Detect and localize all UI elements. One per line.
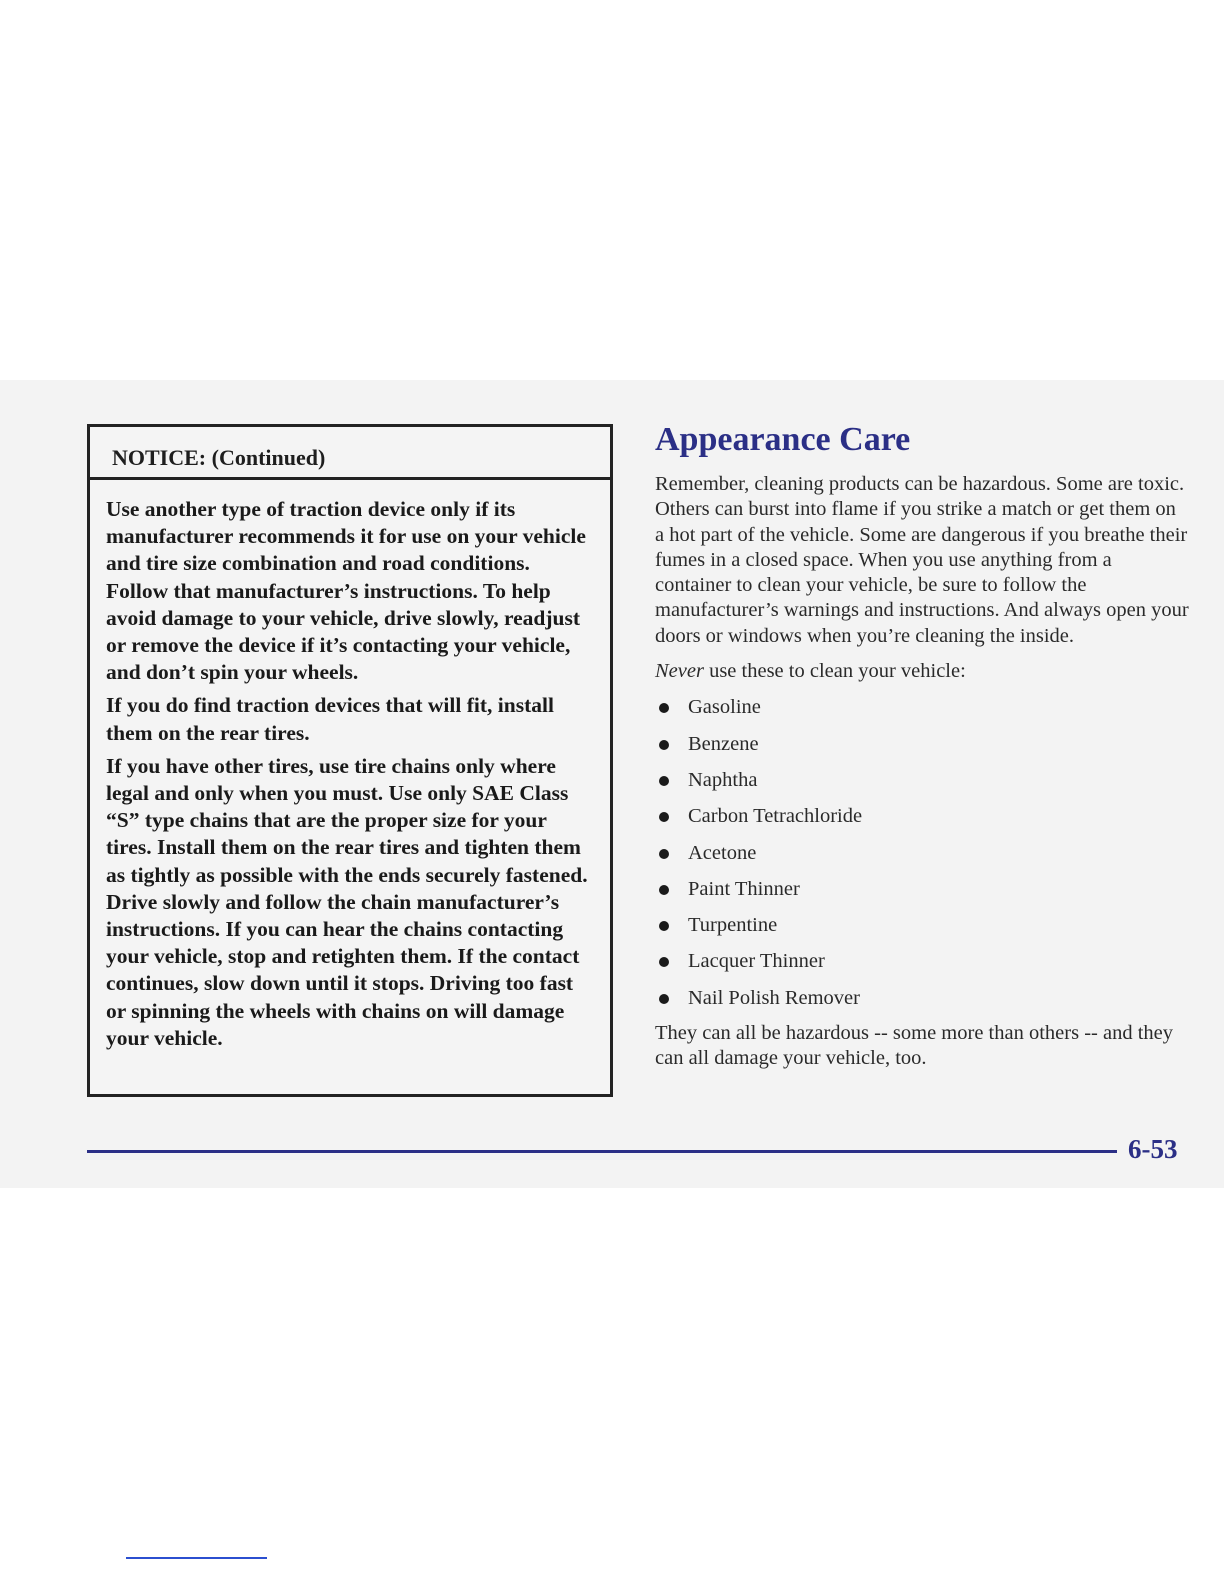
bullet-icon bbox=[659, 740, 669, 750]
list-item bbox=[655, 731, 1190, 767]
bullet-icon bbox=[659, 812, 669, 822]
appearance-care-section bbox=[655, 420, 1190, 1082]
page-number: 6-53 bbox=[1128, 1134, 1178, 1164]
list-item-label: Paint Thinner bbox=[688, 877, 800, 900]
notice-body bbox=[90, 480, 610, 1052]
list-item-label: Lacquer Thinner bbox=[688, 950, 825, 973]
list-item bbox=[655, 912, 1190, 948]
bullet-icon bbox=[659, 849, 669, 859]
notice-paragraph: If you do find traction devices that will fit, install them on the rear tires. bbox=[106, 693, 554, 745]
list-item bbox=[655, 767, 1190, 803]
bullet-icon bbox=[659, 957, 669, 967]
closing-paragraph: They can all be hazardous -- some more than others -- and they can all damage your vehicle, too. bbox=[655, 1022, 1173, 1070]
list-item bbox=[655, 876, 1190, 912]
list-item-label: Turpentine bbox=[688, 914, 778, 937]
notice-heading: NOTICE: (Continued) bbox=[90, 427, 610, 480]
notice-paragraph: If you have other tires, use tire chains only where legal and only when you must. Use only SAE Class “S” type chains that are the proper size for your tires. Install them on the rear tires and tighten them as tightly as possible with the ends securely fastened. Drive slowly and follow the chain manufacturer’s instructions. If you can hear the chains contacting your vehicle, stop and retighten them. If the contact continues, slow down until it stops. Driving too fast or spinning the wheels with chains on will damage your vehicle. bbox=[106, 753, 588, 1050]
bullet-icon bbox=[659, 994, 669, 1004]
bullet-icon bbox=[659, 703, 669, 713]
bullet-icon bbox=[659, 921, 669, 931]
cleaner-list bbox=[655, 694, 1190, 1021]
list-item bbox=[655, 803, 1190, 839]
footer-rule bbox=[87, 1150, 1117, 1153]
list-item-label: Benzene bbox=[688, 732, 759, 755]
notice-box bbox=[87, 424, 613, 1097]
list-item-label: Carbon Tetrachloride bbox=[688, 805, 863, 828]
notice-paragraph: Use another type of traction device only if its manufacturer recommends it for use on your vehicle and tire size combination and road conditions. Follow that manufacturer’s instructions. To help avoid damage to your vehicle, drive slowly, readjust or remove the device if it’s contacting your vehicle, and don’t spin your wheels. bbox=[106, 497, 586, 685]
list-item bbox=[655, 840, 1190, 876]
list-item-label: Nail Polish Remover bbox=[688, 986, 860, 1009]
list-item-label: Naphtha bbox=[688, 768, 758, 791]
list-item-label: Acetone bbox=[688, 841, 757, 864]
bullet-icon bbox=[659, 776, 669, 786]
never-word: Never bbox=[655, 660, 704, 683]
footer-link-underline bbox=[126, 1557, 267, 1559]
never-use-line bbox=[655, 659, 1190, 684]
list-item bbox=[655, 948, 1190, 984]
list-item bbox=[655, 985, 1190, 1021]
list-item bbox=[655, 694, 1190, 730]
never-use-text: use these to clean your vehicle: bbox=[703, 660, 966, 683]
bullet-icon bbox=[659, 885, 669, 895]
list-item-label: Gasoline bbox=[688, 696, 761, 719]
intro-paragraph: Remember, cleaning products can be hazardous. Some are toxic. Others can burst into flame if you strike a match or get them on a hot part of the vehicle. Some are dangerous if you breathe their fumes in a closed space. When you use anything from a container to clean your vehicle, be sure to follow the manufacturer’s warnings and instructions. And always open your doors or windows when you’re cleaning the inside. bbox=[655, 473, 1189, 647]
section-title: Appearance Care bbox=[655, 421, 911, 458]
